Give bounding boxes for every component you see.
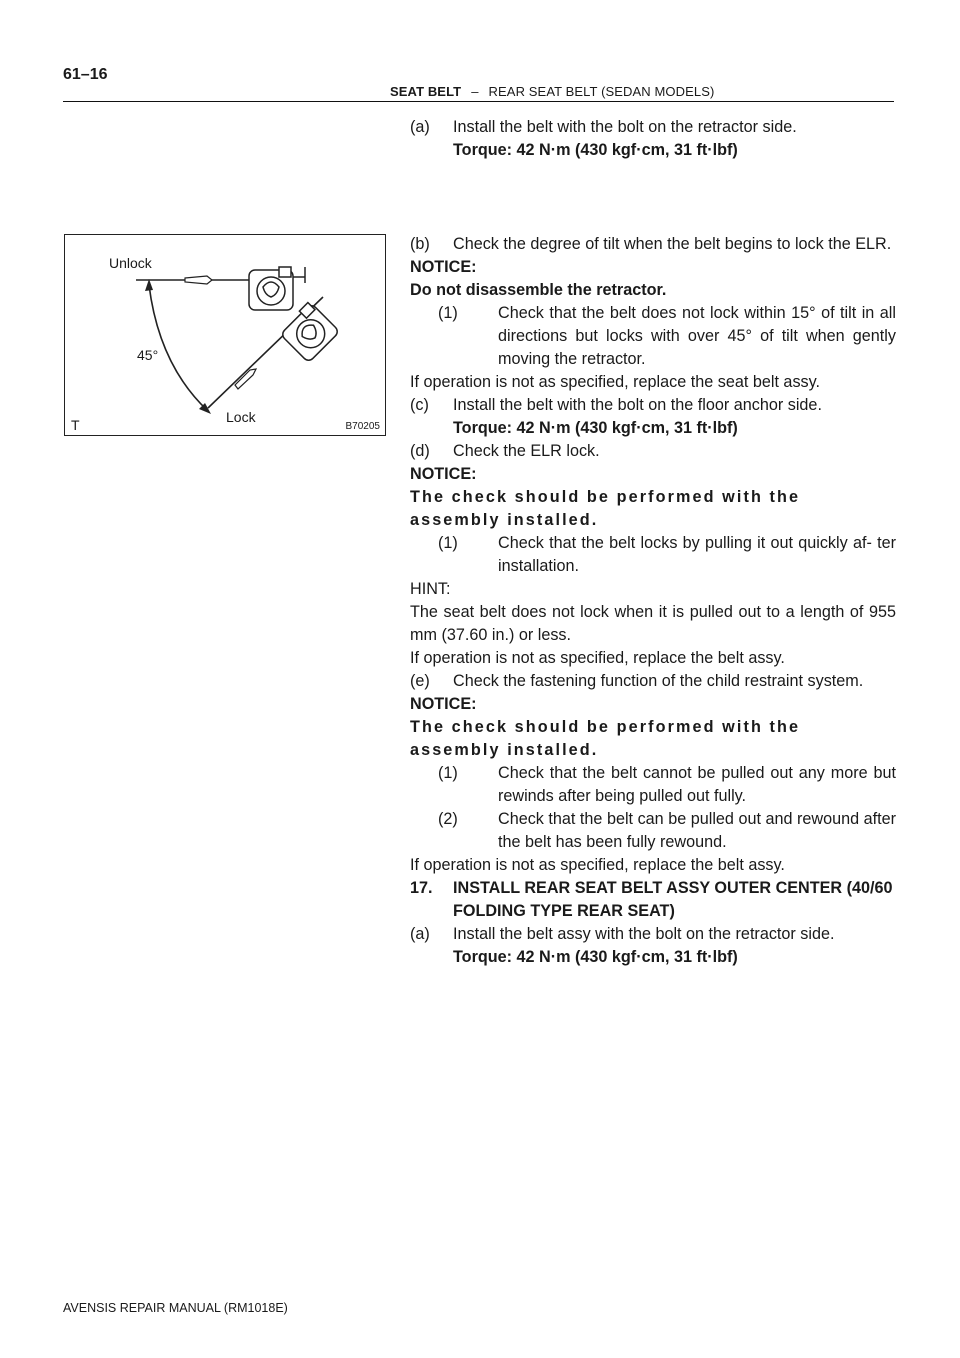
figure-mark-t: T: [71, 417, 80, 433]
figure-code: B70205: [345, 421, 380, 432]
notice-text: Do not disassemble the retractor.: [410, 281, 667, 299]
lock-label: Lock: [226, 409, 256, 425]
notice-text: The check should be performed with the assembly installed.: [410, 718, 801, 759]
step-a1: (a) Install the belt with the bolt on the retractor side.: [410, 118, 797, 136]
replace-instruction: If operation is not as specified, replace the seat belt assy.: [410, 373, 821, 391]
step-b: (b) Check the degree of tilt when the belt begins to lock the ELR.: [410, 235, 892, 253]
step-b1: (1) Check that the belt does not lock within 15° of tilt in all directions but locks with over 45° of tilt when gently moving the retractor.: [438, 304, 896, 368]
subsection-title: REAR SEAT BELT (SEDAN MODELS): [488, 84, 715, 99]
angle-label: 45°: [137, 347, 159, 363]
step-d: (d) Check the ELR lock.: [410, 442, 600, 460]
step-c: (c) Install the belt with the bolt on the floor anchor side.: [410, 396, 822, 414]
header-rule: [63, 101, 894, 102]
manual-footer: AVENSIS REPAIR MANUAL (RM1018E): [63, 1301, 288, 1315]
step-e1: (1) Check that the belt cannot be pulled out any more but rewinds after being pulled out fully.: [438, 764, 896, 805]
header-dash: –: [471, 84, 479, 99]
step-17: 17. INSTALL REAR SEAT BELT ASSY OUTER CENTER (40/60 FOLDING TYPE REAR SEAT): [410, 879, 893, 920]
notice-heading: NOTICE:: [410, 695, 477, 713]
step-a2: (a) Install the belt assy with the bolt on the retractor side.: [410, 925, 835, 943]
section-title: SEAT BELT: [390, 84, 462, 99]
torque-spec: Torque: 42 N·m (430 kgf·cm, 31 ft·lbf): [453, 948, 738, 966]
torque-spec: Torque: 42 N·m (430 kgf·cm, 31 ft·lbf): [453, 419, 738, 437]
notice-heading: NOTICE:: [410, 258, 477, 276]
retractor-tilt-figure: [64, 234, 386, 436]
step-d1: (1) Check that the belt locks by pulling it out quickly af- ter installation.: [438, 534, 896, 575]
replace-instruction: If operation is not as specified, replace the belt assy.: [410, 856, 785, 874]
notice-text: The check should be performed with the assembly installed.: [410, 488, 801, 529]
step-e: (e) Check the fastening function of the child restraint system.: [410, 672, 864, 690]
hint-text: The seat belt does not lock when it is pulled out to a length of 955 mm (37.60 in.) or less.: [410, 603, 896, 644]
replace-instruction: If operation is not as specified, replace the belt assy.: [410, 649, 785, 667]
hint-heading: HINT:: [410, 580, 451, 598]
spacer: [410, 162, 896, 233]
torque-spec: Torque: 42 N·m (430 kgf·cm, 31 ft·lbf): [453, 141, 738, 159]
retractor-upright-icon: [249, 267, 305, 310]
unlock-label: Unlock: [109, 255, 152, 271]
running-header: [390, 84, 714, 99]
procedure-text: [410, 116, 896, 969]
step-e2: (2) Check that the belt can be pulled out and rewound after the belt has been fully rewound.: [438, 810, 896, 851]
notice-heading: NOTICE:: [410, 465, 477, 483]
page-number: 61–16: [63, 66, 108, 83]
